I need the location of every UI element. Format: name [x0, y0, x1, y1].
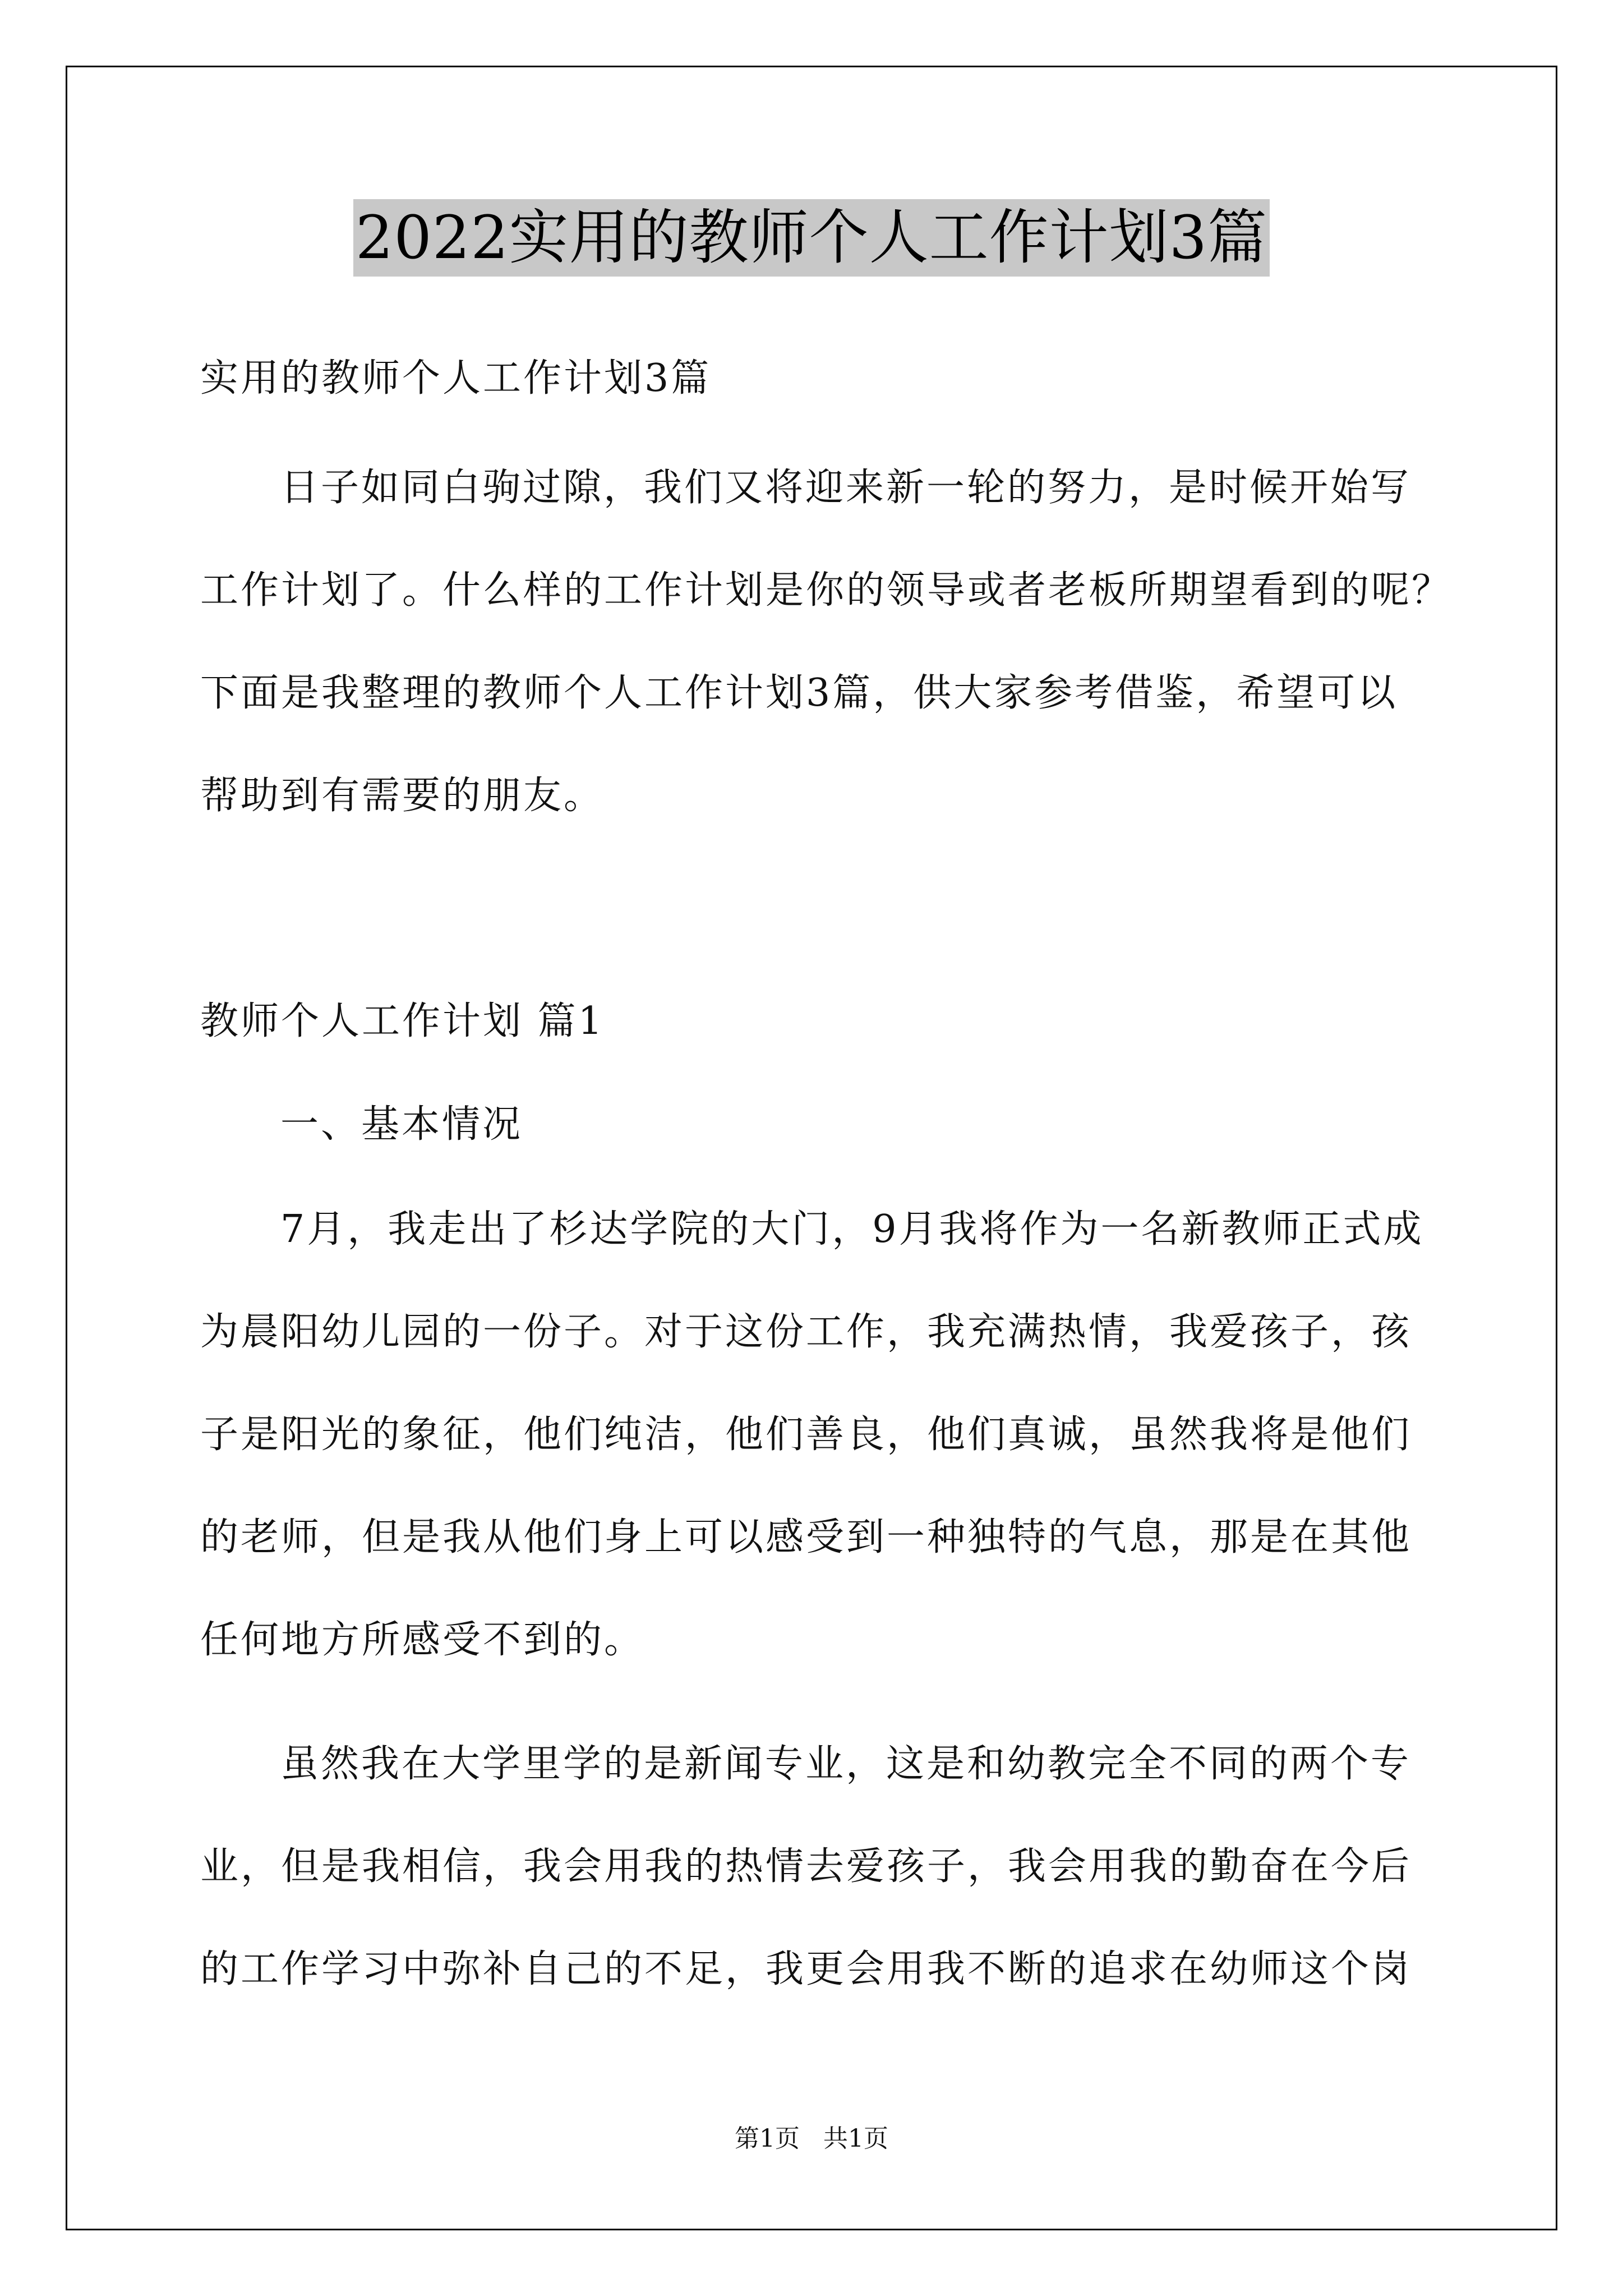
para1-line-2: 为晨阳幼儿园的一份子。对于这份工作，我充满热情，我爱孩子，孩: [200, 1310, 1412, 1354]
title-container: [0, 199, 1623, 277]
para2-line-1: 虽然我在大学里学的是新闻专业，这是和幼教完全不同的两个专: [280, 1742, 1412, 1786]
para1-line-5: 任何地方所感受不到的。: [200, 1618, 645, 1662]
section-heading: 教师个人工作计划 篇1: [200, 999, 605, 1043]
subsection-heading: 一、基本情况: [280, 1102, 523, 1147]
intro-line-4: 帮助到有需要的朋友。: [200, 774, 605, 818]
para2-line-3: 的工作学习中弥补自己的不足，我更会用我不断的追求在幼师这个岗: [200, 1947, 1412, 1991]
intro-line-3: 下面是我整理的教师个人工作计划3篇，供大家参考借鉴，希望可以: [200, 671, 1398, 715]
para2-line-2: 业，但是我相信，我会用我的热情去爱孩子，我会用我的勤奋在今后: [200, 1844, 1412, 1889]
document-subtitle: 实用的教师个人工作计划3篇: [200, 356, 712, 401]
intro-line-2: 工作计划了。什么样的工作计划是你的领导或者老板所期望看到的呢？: [200, 568, 1453, 613]
page-footer: 第1页 共1页: [735, 2124, 888, 2153]
para1-line-1: 7月，我走出了杉达学院的大门，9月我将作为一名新教师正式成: [280, 1207, 1424, 1251]
intro-line-1: 日子如同白驹过隙，我们又将迎来新一轮的努力，是时候开始写: [280, 466, 1412, 510]
para1-line-4: 的老师，但是我从他们身上可以感受到一种独特的气息，那是在其他: [200, 1515, 1412, 1559]
document-title: 2022实用的教师个人工作计划3篇: [353, 199, 1270, 277]
para1-line-3: 子是阳光的象征，他们纯洁，他们善良，他们真诚，虽然我将是他们: [200, 1412, 1412, 1457]
